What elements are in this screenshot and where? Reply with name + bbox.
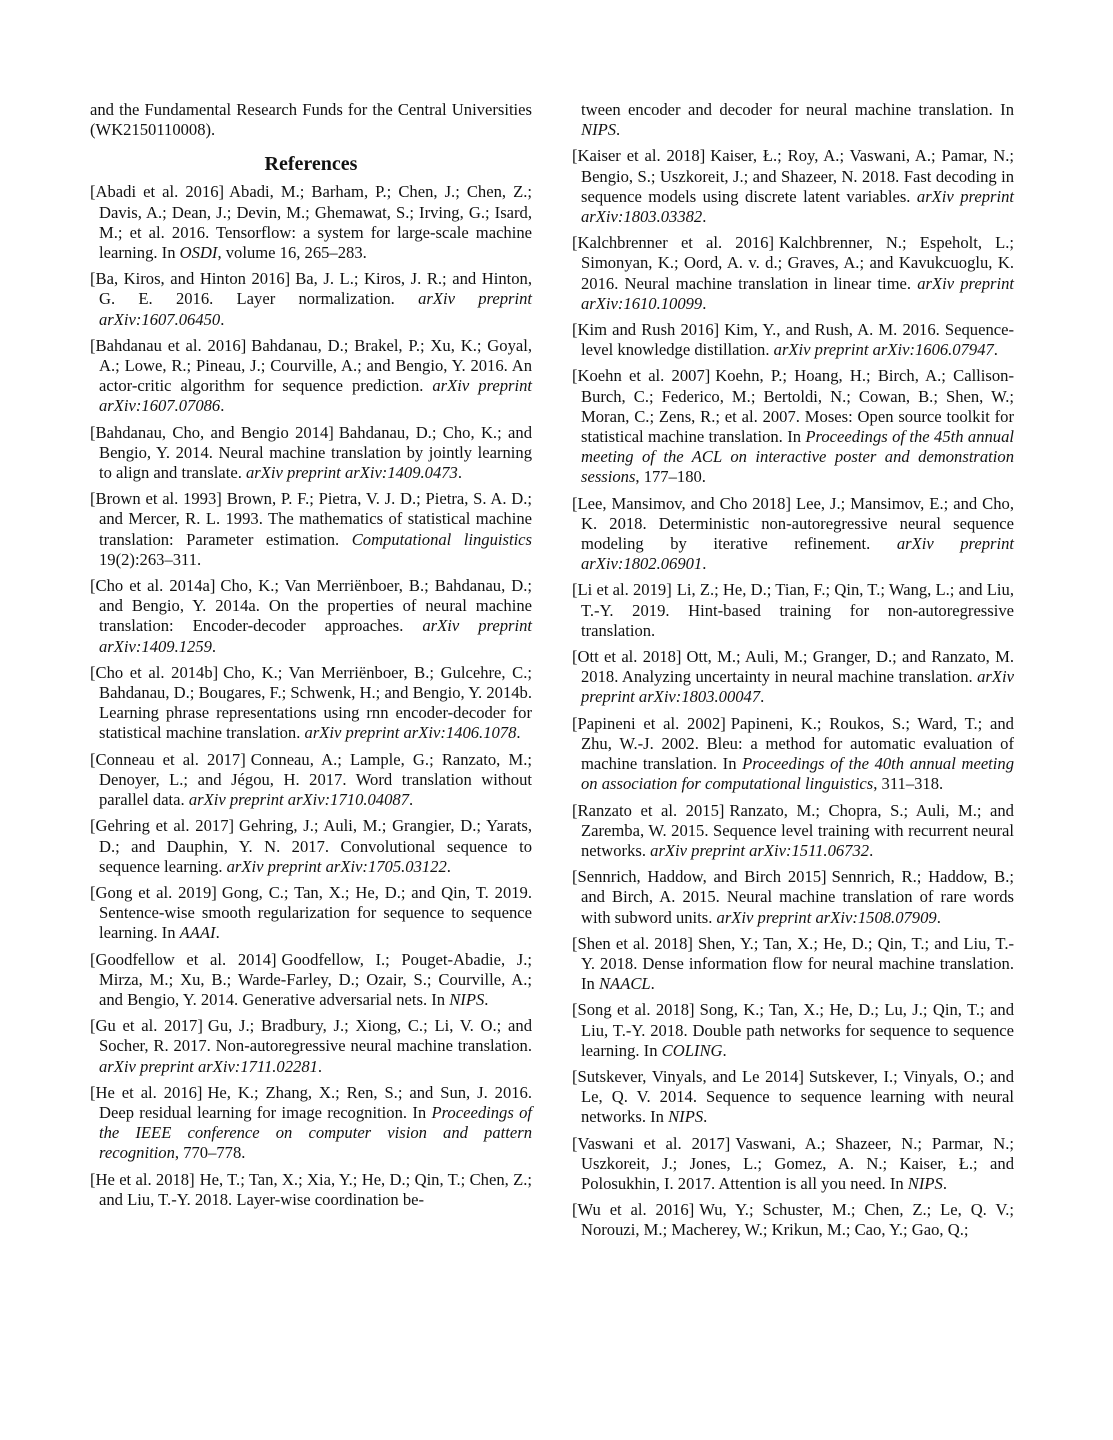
reference-venue: arXiv preprint arXiv:1711.02281 [99,1056,318,1076]
reference-text: Ott, M.; Auli, M.; Granger, D.; and Ranzato, M. 2018. Analyzing uncertainty in neural machine translation. [581,647,1014,687]
reference-entry [90,663,532,744]
reference-label: [Vaswani et al. 2017] [572,1133,731,1153]
reference-text: . [616,120,621,140]
reference-text: . [484,989,489,1009]
reference-text: Bahdanau, D.; Cho, K.; and Bengio, Y. 2014. Neural machine translation by jointly learning to align and translate. [99,422,532,483]
reference-text: . [993,340,998,360]
reference-entry [572,494,1014,575]
reference-entry [572,867,1014,928]
reference-label: [Bahdanau et al. 2016] [90,335,247,355]
reference-text: Li, Z.; He, D.; Tian, F.; Qin, T.; Wang, L.; and Liu, T.-Y. 2019. Hint-based training for non-autoregressive translation. [581,580,1014,640]
reference-text: Koehn, P.; Hoang, H.; Birch, A.; Callison-Burch, C.; Federico, M.; Bertoldi, N.; Cowan, B.; Shen, W.; Moran, C.; Zens, R.; et al. 2007. Moses: Open source toolkit for statistical machine translation. In [581,366,1014,447]
reference-label: [Ba, Kiros, and Hinton 2016] [90,269,291,289]
reference-text: Wu, Y.; Schuster, M.; Chen, Z.; Le, Q. V.; Norouzi, M.; Macherey, W.; Krikun, M.; Cao, Y.; Gao, Q.; [581,1200,1014,1240]
right-column [572,100,1014,1247]
reference-label: [Gehring et al. 2017] [90,816,235,836]
reference-venue: NIPS [449,989,485,1009]
reference-label: [Kaiser et al. 2018] [572,146,706,166]
reference-label: [Cho et al. 2014b] [90,662,219,682]
reference-venue: NIPS [907,1173,943,1193]
references-heading: References [264,153,358,176]
reference-venue: arXiv preprint arXiv:1610.10099 [581,273,1014,313]
reference-text: . [702,207,707,227]
reference-venue: arXiv preprint arXiv:1409.0473 [246,463,458,483]
reference-venue: arXiv preprint arXiv:1511.06732 [650,840,870,860]
reference-entry [572,1200,1014,1240]
reference-text: . [211,636,217,656]
reference-entry [572,233,1014,314]
reference-entry [90,1170,532,1210]
reference-venue: arXiv preprint arXiv:1705.03122 [226,856,447,876]
reference-label: [Ranzato et al. 2015] [572,800,725,820]
reference-text: . [703,1107,708,1127]
reference-text: Kim, Y., and Rush, A. M. 2016. Sequence-level knowledge distillation. [581,320,1015,360]
reference-venue: AAAI [179,923,216,943]
reference-label: [He et al. 2018] [90,1169,195,1189]
reference-text: . [702,293,707,313]
reference-label: [Gu et al. 2017] [90,1016,203,1036]
reference-text: . [516,723,521,743]
reference-text: Shen, Y.; Tan, X.; He, D.; Qin, T.; and Liu, T.-Y. 2018. Dense information flow for neural machine translation. In [581,933,1014,994]
reference-label: [Wu et al. 2016] [572,1200,695,1220]
reference-venue: Proceedings of the 40th annual meeting on association for computational linguistics [581,754,1015,794]
reference-text: . [409,790,414,810]
reference-entry [90,423,532,484]
reference-entry [90,950,532,1011]
reference-venue: arXiv preprint arXiv:1409.1259 [99,616,532,656]
reference-text: 19(2):263–311. [99,549,202,569]
reference-text: He, K.; Zhang, X.; Ren, S.; and Sun, J. 2016. Deep residual learning for image recognition. In [99,1082,532,1122]
reference-venue: NIPS [581,120,617,140]
reference-list-right [572,146,1014,1240]
reference-text: Cho, K.; Van Merriënboer, B.; Gulcehre, C.; Bahdanau, D.; Bougares, F.; Schwenk, H.; and Bengio, Y. 2014b. Learning phrase representations using rnn encoder-decoder for statistical machine translation. [99,662,532,743]
reference-venue: arXiv preprint arXiv:1606.07947 [773,340,994,360]
reference-entry [90,182,532,263]
reference-text: . [215,923,220,943]
left-column [90,100,532,1216]
reference-text: , volume 16, 265–283. [217,243,367,263]
reference-entry [572,801,1014,862]
reference-label: [Koehn et al. 2007] [572,366,711,386]
reference-text: . [722,1040,727,1060]
reference-label: [Song et al. 2018] [572,1000,695,1020]
reference-venue: arXiv preprint arXiv:1802.06901 [581,534,1014,574]
reference-venue: COLING [661,1040,723,1060]
reference-venue: Computational linguistics [351,529,532,549]
reference-text: Sutskever, I.; Vinyals, O.; and Le, Q. V. 2014. Sequence to sequence learning with neural networks. In [581,1066,1014,1127]
reference-entry [572,320,1014,360]
reference-text: . [220,396,225,416]
reference-text: Ranzato, M.; Chopra, S.; Auli, M.; and Zaremba, W. 2015. Sequence level training with recurrent neural networks. [581,800,1014,860]
reference-venue: arXiv preprint arXiv:1710.04087 [188,790,409,810]
reference-venue: OSDI [179,243,218,263]
reference-label: [Brown et al. 1993] [90,489,222,509]
reference-entry [572,714,1014,795]
reference-text: , 770–778. [174,1143,246,1163]
reference-text: Bahdanau, D.; Brakel, P.; Xu, K.; Goyal, A.; Lowe, R.; Pineau, J.; Courville, A.; and Bengio, Y. 2016. An actor-critic algorithm for sequence prediction. [99,335,532,396]
reference-label: [Ott et al. 2018] [572,647,682,667]
reference-text: . [220,309,225,329]
reference-text: Abadi, M.; Barham, P.; Chen, J.; Chen, Z.; Davis, A.; Dean, J.; Devin, M.; Ghemawat, S.; Irving, G.; Isard, M.; et al. 2016. Tensorflow: a system for large-scale machine learning. In [99,182,532,263]
reference-venue: NIPS [668,1107,704,1127]
reference-venue: arXiv preprint arXiv:1803.00047 [581,667,1014,707]
reference-text: . [942,1173,947,1193]
reference-entry [90,750,532,811]
reference-text: . [446,856,451,876]
reference-label: [Sutskever, Vinyals, and Le 2014] [572,1066,804,1086]
reference-label: [Papineni et al. 2002] [572,713,726,733]
reference-label: [He et al. 2016] [90,1082,203,1102]
reference-text: . [869,840,874,860]
reference-entry [90,489,532,570]
reference-text: Ba, J. L.; Kiros, J. R.; and Hinton, G. E. 2016. Layer normalization. [99,269,533,309]
reference-venue: arXiv preprint arXiv:1607.06450 [99,289,532,329]
reference-entry [572,366,1014,487]
reference-entry [572,1000,1014,1061]
reference-text: Goodfellow, I.; Pouget-Abadie, J.; Mirza, M.; Xu, B.; Warde-Farley, D.; Ozair, S.; Courville, A.; and Bengio, Y. 2014. Generative adversarial nets. In [99,949,532,1009]
reference-entry [572,647,1014,708]
reference-venue: arXiv preprint arXiv:1406.1078 [304,723,517,743]
reference-text: . [760,687,765,707]
reference-label: [Conneau et al. 2017] [90,749,246,769]
reference-venue: Proceedings of the 45th annual meeting of the ACL on interactive poster and demonstration sessions [581,427,1014,487]
reference-label: [Gong et al. 2019] [90,882,217,902]
reference-text: , 311–318. [873,774,944,794]
reference-label: [Sennrich, Haddow, and Birch 2015] [572,867,827,887]
reference-label: [Li et al. 2019] [572,580,672,600]
reference-text: . [936,907,941,927]
reference-entry [572,580,1014,641]
reference-continuation [572,100,1014,140]
reference-venue: arXiv preprint arXiv:1803.03382 [581,186,1014,227]
reference-venue: NAACL [598,974,651,994]
reference-text: Papineni, K.; Roukos, S.; Ward, T.; and Zhu, W.-J. 2002. Bleu: a method for automatic evaluation of machine translation. In [581,713,1014,774]
reference-list-left [90,182,532,1210]
reference-text: , 177–180. [635,467,706,487]
reference-venue: arXiv preprint arXiv:1607.07086 [99,376,532,416]
reference-text: Kaiser, Ł.; Roy, A.; Vaswani, A.; Pamar, N.; Bengio, S.; Uszkoreit, J.; and Shazeer, N. 2018. Fast decoding in sequence models using discrete latent variables. [581,146,1014,206]
reference-entry [90,883,532,944]
reference-text: Brown, P. F.; Pietra, V. J. D.; Pietra, S. A. D.; and Mercer, R. L. 1993. The mathematics of statistical machine translation: Parameter estimation. [99,489,532,549]
reference-label: [Kim and Rush 2016] [572,320,720,340]
reference-label: [Shen et al. 2018] [572,933,693,953]
reference-text: . [457,463,463,483]
reference-label: [Kalchbrenner et al. 2016] [572,233,774,253]
reference-entry [90,269,532,330]
reference-text: Cho, K.; Van Merriënboer, B.; Bahdanau, D.; and Bengio, Y. 2014a. On the properties of neural machine translation: Encoder-decoder approaches. [99,576,533,636]
reference-label: [Bahdanau, Cho, and Bengio 2014] [90,422,334,442]
reference-entry [90,336,532,417]
reference-text: Gong, C.; Tan, X.; He, D.; and Qin, T. 2019. Sentence-wise smooth regularization for sequence to sequence learning. In [99,882,532,943]
reference-entry [90,816,532,877]
reference-text: Lee, J.; Mansimov, E.; and Cho, K. 2018. Deterministic non-autoregressive neural sequence modeling by iterative refinement. [581,493,1014,554]
reference-label: [Lee, Mansimov, and Cho 2018] [572,493,791,513]
acknowledgment-text: and the Fundamental Research Funds for the Central Universities (WK2150110008). [90,100,532,140]
reference-text: Sennrich, R.; Haddow, B.; and Birch, A. 2015. Neural machine translation of rare words with subword units. [581,867,1014,927]
reference-text: Song, K.; Tan, X.; He, D.; Lu, J.; Qin, T.; and Liu, T.-Y. 2018. Double path networks for sequence to sequence learning. In [581,1000,1014,1060]
reference-text: He, T.; Tan, X.; Xia, Y.; He, D.; Qin, T.; Chen, Z.; and Liu, T.-Y. 2018. Layer-wise coordination be- [99,1169,532,1209]
reference-entry [572,1067,1014,1128]
reference-text: Kalchbrenner, N.; Espeholt, L.; Simonyan, K.; Oord, A. v. d.; Graves, A.; and Kavukcuoglu, K. 2016. Neural machine translation in linear time. [581,233,1014,293]
reference-label: [Cho et al. 2014a] [90,576,216,596]
reference-text: . [702,554,707,574]
reference-venue: arXiv preprint arXiv:1508.07909 [716,907,937,927]
reference-venue: Proceedings of the IEEE conference on computer vision and pattern recognition [99,1102,532,1163]
reference-entry [572,934,1014,995]
reference-text: Gehring, J.; Auli, M.; Grangier, D.; Yarats, D.; and Dauphin, Y. N. 2017. Convolutional sequence to sequence learning. [99,816,532,876]
reference-entry [90,1016,532,1077]
reference-entry [90,1083,532,1164]
reference-entry [572,146,1014,227]
reference-text: tween encoder and decoder for neural machine translation. In [581,100,1014,119]
reference-text: . [650,974,655,994]
reference-entry [572,1134,1014,1195]
reference-text: Conneau, A.; Lample, G.; Ranzato, M.; Denoyer, L.; and Jégou, H. 2017. Word translation without parallel data. [99,749,532,810]
reference-text: . [317,1056,323,1076]
reference-text: Gu, J.; Bradbury, J.; Xiong, C.; Li, V. O.; and Socher, R. 2017. Non-autoregressive neural machine translation. [99,1016,532,1056]
reference-label: [Goodfellow et al. 2014] [90,949,277,969]
reference-entry [90,576,532,657]
reference-label: [Abadi et al. 2016] [90,182,225,202]
reference-text: Vaswani, A.; Shazeer, N.; Parmar, N.; Uszkoreit, J.; Jones, L.; Gomez, A. N.; Kaiser, Ł.; and Polosukhin, I. 2017. Attention is all you need. In [581,1133,1014,1193]
